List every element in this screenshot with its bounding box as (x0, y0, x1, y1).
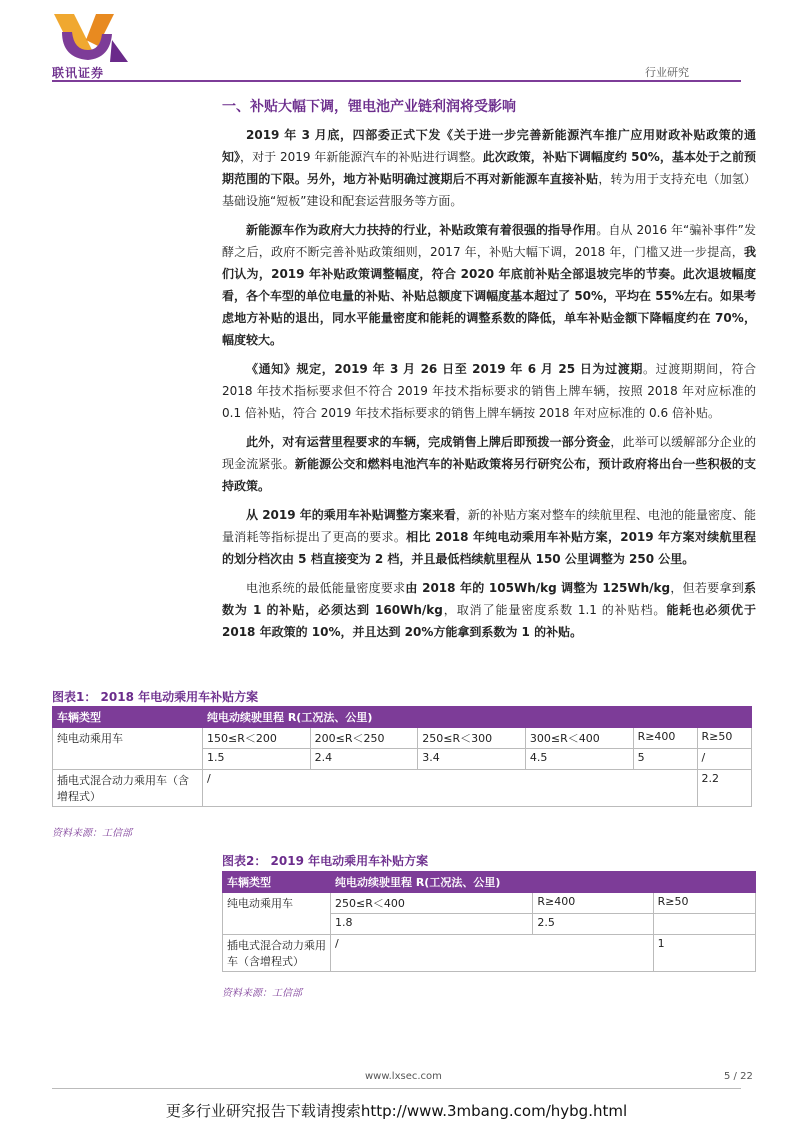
body-text (222, 124, 756, 650)
text-run: ，取消了能量密度系数 1.1 的补贴档。 (442, 603, 667, 617)
paragraph (222, 577, 756, 643)
table-cell: R≥50 (653, 893, 755, 914)
text-run: 。自从 2016 年“骗补事件”发酵之后，政府不断完善补贴政策细则，2017 年，补贴大幅下调，2018 年，门槛又进一步提高， (222, 223, 756, 259)
text-run: ，但若要拿到 (670, 581, 744, 595)
text-run: ，对于 2019 年新能源汽车的补贴进行调整。 (240, 150, 483, 164)
table-cell: 250≤R＜300 (418, 728, 526, 749)
table-cell: 200≤R＜250 (310, 728, 418, 749)
table1-caption: 图表1： 2018 年电动乘用车补贴方案 (52, 690, 259, 704)
table-cell: 2.4 (310, 749, 418, 770)
table2-caption: 图表2： 2019 年电动乘用车补贴方案 (222, 854, 429, 868)
text-run: 从 2019 年的乘用车补贴调整方案来看 (246, 508, 456, 522)
text-run: ，新的补贴方案对整车的续航里程、电池的能量密度、能量消耗等指标提出了更高的要求。 (222, 508, 756, 544)
table-cell: R≥400 (633, 728, 697, 749)
table-cell: / (203, 770, 698, 807)
table-cell: 3.4 (418, 749, 526, 770)
table-header: 车辆类型 (53, 707, 203, 728)
table1 (52, 706, 752, 807)
footer-divider (52, 1088, 741, 1089)
table-header: 纯电动续驶里程 R(工况法、公里) (331, 872, 756, 893)
text-run: 我们认为，2019 年补贴政策调整幅度，符合 2020 年底前补贴全部退坡完毕的节奏。此次退坡幅度看，各个车型的单位电量的补贴、补贴总额度下调幅度基本超过了 50%，平均在 55%左右。如果考虑地方补贴的退出，同水平能量密度和能耗的调整系数的降低，单车补贴金额下降幅度约在 70%，幅度较大。 (222, 245, 756, 347)
text-run: 《通知》规定，2019 年 3 月 26 日至 2019 年 6 月 25 日为过渡期 (246, 362, 643, 376)
table-cell: 5 (633, 749, 697, 770)
text-run: 。过渡期期间，符合 2018 年技术指标要求但不符合 2019 年技术指标要求的销售上牌车辆，按照 2018 年对应标准的 0.1 倍补贴，符合 2019 年技术指标要求的销售上牌车辆按 2018 年对应标准的 0.6 倍补贴。 (222, 362, 756, 420)
section-title: 一、补贴大幅下调，锂电池产业链利润将受影响 (222, 99, 516, 115)
table-cell: R≥50 (697, 728, 751, 749)
text-run: ，转为用于支持充电（加氢）基础设施“短板”建设和配套运营服务等方面。 (222, 172, 756, 208)
table-cell: 2.2 (697, 770, 751, 807)
table-cell: 1.8 (331, 914, 533, 935)
table2-source: 资料来源：工信部 (222, 988, 302, 999)
text-run: 系数为 1 的补贴，必须达到 160Wh/kg (222, 581, 756, 617)
table2 (222, 871, 756, 972)
table-cell: 纯电动乘用车 (223, 893, 331, 935)
table-cell: 插电式混合动力乘用车（含增程式） (223, 935, 331, 972)
paragraph (222, 358, 756, 424)
paragraph (222, 431, 756, 497)
paragraph (222, 219, 756, 351)
paragraph (222, 124, 756, 212)
text-run: ，此举可以缓解部分企业的现金流紧张。 (222, 435, 756, 471)
table-header: 车辆类型 (223, 872, 331, 893)
table-cell: 250≤R＜400 (331, 893, 533, 914)
table-header: 纯电动续驶里程 R(工况法、公里) (203, 707, 752, 728)
table-cell: 插电式混合动力乘用车（含增程式） (53, 770, 203, 807)
footer-url[interactable]: www.lxsec.com (365, 1071, 442, 1082)
text-run: 2019 年 3 月底，四部委正式下发《关于进一步完善新能源汽车推广应用财政补贴政策的通知》 (222, 128, 756, 164)
table-cell: 纯电动乘用车 (53, 728, 203, 770)
text-run: 相比 2018 年纯电动乘用车补贴方案，2019 年方案对续航里程的划分档次由 5 档直接变为 2 档，并且最低档续航里程从 150 公里调整为 250 公里。 (222, 530, 756, 566)
table-cell (653, 914, 755, 935)
table-cell: R≥400 (533, 893, 653, 914)
text-run: 此次政策，补贴下调幅度约 50%，基本处于之前预期范围的下限。另外，地方补贴明确过渡期后不再对新能源车直接补贴 (222, 150, 756, 186)
table1-source: 资料来源：工信部 (52, 828, 132, 839)
page-number: 5 / 22 (724, 1071, 753, 1082)
text-run: 新能源公交和燃料电池汽车的补贴政策将另行研究公布，预计政府将出台一些积极的支持政策。 (222, 457, 756, 493)
text-run: 新能源车作为政府大力扶持的行业，补贴政策有着很强的指导作用 (246, 223, 597, 237)
text-run: 能耗也必须优于 2018 年政策的 10%，并且达到 20%方能拿到系数为 1 的补贴。 (222, 603, 756, 639)
header-category: 行业研究 (645, 66, 689, 79)
paragraph (222, 504, 756, 570)
text-run: 由 2018 年的 105Wh/kg 调整为 125Wh/kg (405, 581, 671, 595)
table-cell: 4.5 (525, 749, 633, 770)
table-cell: 1.5 (203, 749, 311, 770)
header-divider (52, 80, 741, 82)
table-cell: 150≤R＜200 (203, 728, 311, 749)
text-run: 电池系统的最低能量密度要求 (246, 581, 406, 595)
table-cell: 1 (653, 935, 755, 972)
text-run: 此外，对有运营里程要求的车辆，完成销售上牌后即预拨一部分资金 (246, 435, 611, 449)
table-cell: 300≤R＜400 (525, 728, 633, 749)
download-notice: 更多行业研究报告下载请搜索http://www.3mbang.com/hybg.html (165, 1102, 628, 1120)
table-cell: / (331, 935, 654, 972)
logo-text: 联讯证券 (52, 66, 105, 80)
table-cell: / (697, 749, 751, 770)
table-cell: 2.5 (533, 914, 653, 935)
